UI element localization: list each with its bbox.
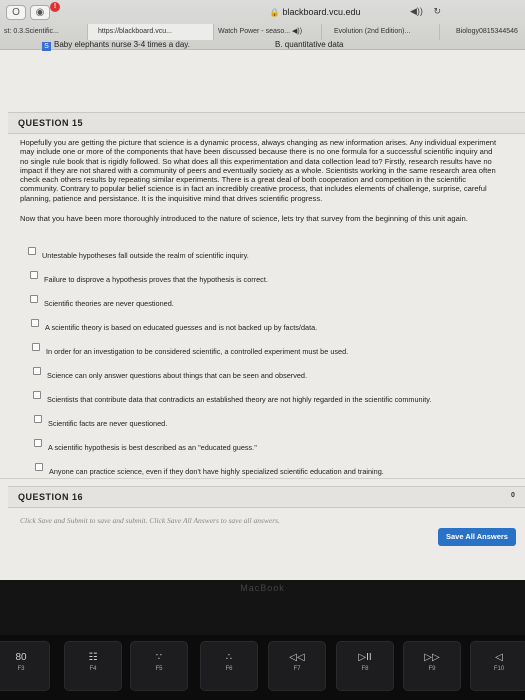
choice-item[interactable]: A scientific theory is based on educated guesses and is not backed up by facts/data. [31,319,498,343]
key-f9[interactable]: ▷▷ F9 [403,641,461,691]
bookmark-baby-elephants[interactable]: S Baby elephants nurse 3-4 times a day. [42,40,190,51]
choice-item[interactable]: Anyone can practice science, even if they don't have highly specialized scientific education and training. [35,463,498,487]
toolbar-right [410,6,441,17]
keyboard-light-down-icon: ∵ [155,652,163,663]
save-instructions: Click Save and Submit to save and submit. Click Save All Answers to save all answers. [20,516,280,525]
play-pause-icon: ▷II [358,652,372,663]
choice-item[interactable]: Scientists that contribute data that contradicts an established theory are not highly regarded in the scientific community. [33,391,498,415]
choice-item[interactable]: Untestable hypotheses fall outside the realm of scientific inquiry. [28,247,498,271]
checkbox[interactable] [35,463,43,471]
choice-item[interactable]: A scientific hypothesis is best described as an "educated guess." [34,439,498,463]
choice-item[interactable]: Scientific facts are never questioned. [34,415,498,439]
question-15-paragraph-1: Hopefully you are getting the picture that science is a dynamic process, always changing as new information arises. Any individual experiment may include one or more of the components that have been discussed because there is no one formula for a successful scientific inquiry and no single rule book that is rigidly followed. So what does all this experimentation and data collection lead to? Firstly, research results have no impact if they are not shared with a community of peers and eventually society as a whole. Scientists working in the same research area often check each others results by repeating similar experiments. There is a great deal of both cooperation and competition in the scientific community. Contrary to popular belief science is in fact an incredibly creative process, that includes elements of challenge, surprise, careful planning, patience and persistance. It is the inquisitive mind that drives scientific progress. [20,138,497,203]
question-16-points: 0 [511,492,515,499]
mission-control-icon: 80 [15,652,27,663]
question-15-header: QUESTION 15 [8,112,525,134]
keyboard-function-row [0,635,525,700]
reload-icon[interactable]: ↻ [433,6,441,16]
keyboard-light-up-icon: ∴ [225,652,233,663]
key-f10[interactable]: ◁ F10 [470,641,525,691]
key-f5[interactable]: ∵ F5 [130,641,188,691]
extension-icon[interactable]: O [6,5,26,20]
address-text: blackboard.vcu.edu [282,7,361,17]
bookmarks-bar [0,40,525,50]
browser-toolbar [0,0,525,50]
bookmark-icon: S [42,42,51,51]
tab-biology[interactable]: Biology0815344546 [456,28,518,35]
tab-watch-power[interactable]: Watch Power - seaso... ◀)) [214,24,322,40]
checkbox[interactable] [28,247,36,255]
key-f6[interactable]: ∴ F6 [200,641,258,691]
mute-icon: ◁ [495,652,503,663]
bookmark-quantitative[interactable]: B. quantitative data [275,40,344,49]
question-15-paragraph-2: Now that you have been more thoroughly introduced to the nature of science, lets try that survey from the beginning of this unit again. [20,214,468,223]
checkbox[interactable] [32,343,40,351]
rewind-icon: ◁◁ [289,652,305,663]
tab-evolution[interactable]: Evolution (2nd Edition)... [322,24,440,40]
extension-icon-2[interactable]: ◉ [30,5,50,20]
key-f3[interactable]: 80 F3 [0,641,50,691]
address-bar[interactable] [200,5,430,19]
checkbox[interactable] [31,319,39,327]
laptop-brand: MacBook [240,583,285,593]
tab-bar [0,24,525,40]
divider [0,478,525,479]
speaker-icon[interactable]: ◀)) [410,6,423,16]
checkbox[interactable] [34,415,42,423]
choice-item[interactable]: Science can only answer questions about things that can be seen and observed. [33,367,498,391]
save-all-answers-button[interactable]: Save All Answers [438,528,516,546]
tab-blackboard[interactable]: https://blackboard.vcu... [88,24,214,40]
choice-item[interactable]: In order for an investigation to be considered scientific, a controlled experiment must be used. [32,343,498,367]
choice-item[interactable]: Failure to disprove a hypothesis proves that the hypothesis is correct. [30,271,498,295]
tab-scientific[interactable]: st: 0.3.Scientific... [0,24,88,40]
question-16-header: QUESTION 16 [8,486,525,508]
choice-item[interactable]: Scientific theories are never questioned. [30,295,498,319]
fast-forward-icon: ▷▷ [424,652,440,663]
checkbox[interactable] [30,271,38,279]
checkbox[interactable] [33,367,41,375]
checkbox[interactable] [33,391,41,399]
key-f7[interactable]: ◁◁ F7 [268,641,326,691]
key-f8[interactable]: ▷II F8 [336,641,394,691]
notification-badge-icon: ! [50,2,60,12]
checkbox[interactable] [34,439,42,447]
checkbox[interactable] [30,295,38,303]
launchpad-icon: ☷ [88,652,98,663]
lock-icon: 🔒 [269,8,280,17]
key-f4[interactable]: ☷ F4 [64,641,122,691]
choice-list [28,247,498,487]
